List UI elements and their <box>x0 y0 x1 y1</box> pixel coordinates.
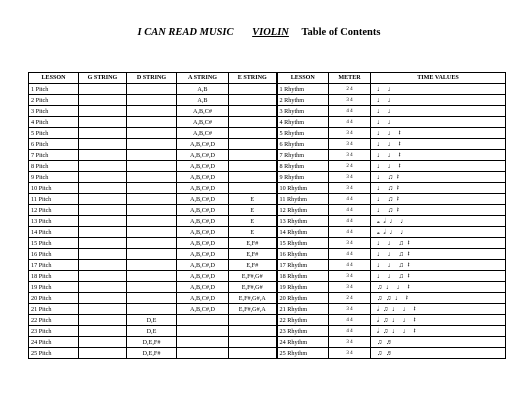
cell-rhythm-lesson: 10 Rhythm <box>277 183 329 194</box>
cell-a-string <box>177 337 229 348</box>
cell-meter: 4 4 <box>329 106 371 117</box>
cell-pitch-lesson: 6 Pitch <box>29 139 79 150</box>
cell-d-string <box>127 128 177 139</box>
table-row <box>29 161 506 172</box>
table-row <box>29 315 506 326</box>
table-row <box>29 106 506 117</box>
cell-time-values: 𝅗𝅥 ♫ ♩ ♩ 𝄽 <box>371 304 506 315</box>
cell-a-string: A,B,C#,D <box>177 150 229 161</box>
cell-meter: 4 4 <box>329 216 371 227</box>
table-row <box>29 183 506 194</box>
cell-g-string <box>79 348 127 359</box>
table-row <box>29 84 506 95</box>
cell-meter: 3 4 <box>329 183 371 194</box>
cell-e-string <box>229 128 277 139</box>
cell-d-string <box>127 227 177 238</box>
cell-d-string <box>127 106 177 117</box>
cell-pitch-lesson: 16 Pitch <box>29 249 79 260</box>
cell-g-string <box>79 183 127 194</box>
cell-a-string: A,B <box>177 95 229 106</box>
cell-pitch-lesson: 23 Pitch <box>29 326 79 337</box>
cell-rhythm-lesson: 15 Rhythm <box>277 238 329 249</box>
header-g-string: G STRING <box>79 73 127 84</box>
cell-e-string: E,F#,G# <box>229 282 277 293</box>
cell-e-string <box>229 139 277 150</box>
cell-a-string: A,B <box>177 84 229 95</box>
cell-meter: 4 4 <box>329 249 371 260</box>
cell-e-string <box>229 326 277 337</box>
table-row <box>29 117 506 128</box>
cell-g-string <box>79 172 127 183</box>
cell-pitch-lesson: 21 Pitch <box>29 304 79 315</box>
cell-rhythm-lesson: 4 Rhythm <box>277 117 329 128</box>
cell-d-string <box>127 139 177 150</box>
cell-rhythm-lesson: 11 Rhythm <box>277 194 329 205</box>
table-row <box>29 205 506 216</box>
cell-rhythm-lesson: 14 Rhythm <box>277 227 329 238</box>
cell-rhythm-lesson: 16 Rhythm <box>277 249 329 260</box>
cell-d-string <box>127 293 177 304</box>
cell-meter: 3 4 <box>329 172 371 183</box>
cell-d-string <box>127 216 177 227</box>
cell-time-values: ♫ ♬ <box>371 348 506 359</box>
cell-g-string <box>79 326 127 337</box>
header-time-values: TIME VALUES <box>371 73 506 84</box>
cell-pitch-lesson: 25 Pitch <box>29 348 79 359</box>
cell-meter: 3 4 <box>329 304 371 315</box>
cell-time-values: ♩ ♩ 𝄽 <box>371 139 506 150</box>
cell-pitch-lesson: 12 Pitch <box>29 205 79 216</box>
cell-e-string <box>229 95 277 106</box>
cell-meter: 3 4 <box>329 95 371 106</box>
cell-pitch-lesson: 15 Pitch <box>29 238 79 249</box>
cell-pitch-lesson: 9 Pitch <box>29 172 79 183</box>
cell-pitch-lesson: 18 Pitch <box>29 271 79 282</box>
cell-e-string <box>229 84 277 95</box>
cell-time-values: ♩ ♫ 𝄽 <box>371 172 506 183</box>
cell-d-string <box>127 150 177 161</box>
instrument-title: VIOLIN <box>252 27 289 38</box>
table-row <box>29 95 506 106</box>
cell-time-values: ♩ ♫ 𝄽 <box>371 205 506 216</box>
cell-pitch-lesson: 3 Pitch <box>29 106 79 117</box>
cell-rhythm-lesson: 25 Rhythm <box>277 348 329 359</box>
cell-meter: 4 4 <box>329 205 371 216</box>
cell-g-string <box>79 106 127 117</box>
cell-a-string: A,B,C#,D <box>177 271 229 282</box>
cell-g-string <box>79 293 127 304</box>
cell-a-string <box>177 348 229 359</box>
header-a-string: A STRING <box>177 73 229 84</box>
cell-meter: 3 4 <box>329 348 371 359</box>
cell-a-string: A,B,C#,D <box>177 216 229 227</box>
cell-d-string <box>127 260 177 271</box>
header-row <box>29 73 506 84</box>
cell-time-values: ♩ ♩ ♫ 𝄽 <box>371 249 506 260</box>
cell-e-string <box>229 150 277 161</box>
cell-meter: 3 4 <box>329 282 371 293</box>
cell-rhythm-lesson: 1 Rhythm <box>277 84 329 95</box>
cell-time-values: ♩ ♩ <box>371 95 506 106</box>
cell-rhythm-lesson: 8 Rhythm <box>277 161 329 172</box>
cell-pitch-lesson: 4 Pitch <box>29 117 79 128</box>
cell-g-string <box>79 315 127 326</box>
cell-meter: 4 4 <box>329 227 371 238</box>
cell-meter: 4 4 <box>329 260 371 271</box>
cell-e-string: E <box>229 216 277 227</box>
cell-rhythm-lesson: 23 Rhythm <box>277 326 329 337</box>
table-row <box>29 293 506 304</box>
cell-e-string <box>229 348 277 359</box>
cell-a-string: A,B,C#,D <box>177 161 229 172</box>
cell-d-string <box>127 84 177 95</box>
cell-meter: 3 4 <box>329 139 371 150</box>
cell-e-string: E,F#,G#,A <box>229 293 277 304</box>
cell-g-string <box>79 161 127 172</box>
cell-meter: 4 4 <box>329 315 371 326</box>
table-body <box>29 84 506 359</box>
cell-g-string <box>79 95 127 106</box>
cell-rhythm-lesson: 17 Rhythm <box>277 260 329 271</box>
cell-d-string <box>127 194 177 205</box>
cell-meter: 2 4 <box>329 293 371 304</box>
page-title <box>0 27 518 38</box>
cell-time-values: 𝅗𝅥 ♫ ♩ ♩ 𝄽 <box>371 326 506 337</box>
cell-pitch-lesson: 22 Pitch <box>29 315 79 326</box>
cell-rhythm-lesson: 19 Rhythm <box>277 282 329 293</box>
table-row <box>29 150 506 161</box>
cell-rhythm-lesson: 7 Rhythm <box>277 150 329 161</box>
header-e-string: E STRING <box>229 73 277 84</box>
cell-a-string: A,B,C# <box>177 128 229 139</box>
cell-g-string <box>79 249 127 260</box>
cell-time-values: ♩ ♫ 𝄽 <box>371 183 506 194</box>
cell-g-string <box>79 194 127 205</box>
cell-meter: 4 4 <box>329 117 371 128</box>
table-row <box>29 337 506 348</box>
cell-pitch-lesson: 2 Pitch <box>29 95 79 106</box>
cell-g-string <box>79 238 127 249</box>
cell-rhythm-lesson: 5 Rhythm <box>277 128 329 139</box>
table-row <box>29 348 506 359</box>
cell-e-string <box>229 117 277 128</box>
cell-g-string <box>79 139 127 150</box>
cell-a-string <box>177 326 229 337</box>
cell-a-string: A,B,C#,D <box>177 227 229 238</box>
table-row <box>29 238 506 249</box>
cell-a-string: A,B,C#,D <box>177 293 229 304</box>
cell-pitch-lesson: 20 Pitch <box>29 293 79 304</box>
cell-pitch-lesson: 7 Pitch <box>29 150 79 161</box>
cell-time-values: 𝅝 𝅗𝅥 ♩ ♩ <box>371 216 506 227</box>
cell-d-string <box>127 282 177 293</box>
cell-e-string <box>229 337 277 348</box>
cell-g-string <box>79 128 127 139</box>
cell-a-string: A,B,C#,D <box>177 183 229 194</box>
cell-meter: 2 4 <box>329 161 371 172</box>
cell-pitch-lesson: 14 Pitch <box>29 227 79 238</box>
table-row <box>29 326 506 337</box>
cell-time-values: ♩ ♩ <box>371 106 506 117</box>
cell-time-values: ♩ ♩ ♫ 𝄽 <box>371 238 506 249</box>
cell-e-string <box>229 161 277 172</box>
cell-time-values: ♩ ♩ 𝄽 <box>371 128 506 139</box>
cell-d-string <box>127 183 177 194</box>
cell-rhythm-lesson: 2 Rhythm <box>277 95 329 106</box>
cell-pitch-lesson: 17 Pitch <box>29 260 79 271</box>
cell-e-string <box>229 183 277 194</box>
cell-a-string: A,B,C#,D <box>177 238 229 249</box>
cell-g-string <box>79 150 127 161</box>
cell-time-values: 𝅝 𝅗𝅥 ♩ ♩ <box>371 227 506 238</box>
cell-time-values: ♩ ♩ <box>371 84 506 95</box>
cell-d-string <box>127 238 177 249</box>
cell-pitch-lesson: 13 Pitch <box>29 216 79 227</box>
cell-a-string: A,B,C#,D <box>177 249 229 260</box>
cell-a-string: A,B,C#,D <box>177 304 229 315</box>
contents-table <box>28 72 506 359</box>
cell-d-string <box>127 161 177 172</box>
cell-e-string: E,F#,G#,A <box>229 304 277 315</box>
cell-pitch-lesson: 5 Pitch <box>29 128 79 139</box>
cell-a-string <box>177 315 229 326</box>
header-lesson-rhythm: LESSON <box>277 73 329 84</box>
cell-rhythm-lesson: 12 Rhythm <box>277 205 329 216</box>
contents-title: Table of Contents <box>301 27 381 38</box>
table-row <box>29 139 506 150</box>
cell-g-string <box>79 227 127 238</box>
table-row <box>29 172 506 183</box>
table-row <box>29 194 506 205</box>
cell-e-string: E,F# <box>229 238 277 249</box>
cell-meter: 3 4 <box>329 238 371 249</box>
cell-rhythm-lesson: 9 Rhythm <box>277 172 329 183</box>
cell-d-string <box>127 117 177 128</box>
cell-time-values: ♩ ♫ 𝄽 <box>371 194 506 205</box>
cell-rhythm-lesson: 13 Rhythm <box>277 216 329 227</box>
cell-pitch-lesson: 11 Pitch <box>29 194 79 205</box>
cell-d-string <box>127 172 177 183</box>
cell-rhythm-lesson: 20 Rhythm <box>277 293 329 304</box>
cell-e-string: E <box>229 227 277 238</box>
cell-a-string: A,B,C#,D <box>177 205 229 216</box>
cell-e-string: E,F# <box>229 260 277 271</box>
cell-g-string <box>79 84 127 95</box>
header-d-string: D STRING <box>127 73 177 84</box>
cell-g-string <box>79 337 127 348</box>
cell-a-string: A,B,C# <box>177 106 229 117</box>
cell-a-string: A,B,C#,D <box>177 172 229 183</box>
cell-pitch-lesson: 1 Pitch <box>29 84 79 95</box>
table-row <box>29 304 506 315</box>
cell-rhythm-lesson: 21 Rhythm <box>277 304 329 315</box>
contents-table-wrapper <box>28 72 505 359</box>
table-row <box>29 260 506 271</box>
cell-pitch-lesson: 10 Pitch <box>29 183 79 194</box>
cell-rhythm-lesson: 3 Rhythm <box>277 106 329 117</box>
table-row <box>29 249 506 260</box>
cell-d-string <box>127 271 177 282</box>
cell-e-string: E <box>229 194 277 205</box>
cell-time-values: ♩ ♩ ♫ 𝄽 <box>371 260 506 271</box>
cell-meter: 3 4 <box>329 128 371 139</box>
cell-meter: 4 4 <box>329 194 371 205</box>
cell-g-string <box>79 205 127 216</box>
header-lesson-pitch: LESSON <box>29 73 79 84</box>
cell-d-string: D,E,F# <box>127 337 177 348</box>
cell-pitch-lesson: 8 Pitch <box>29 161 79 172</box>
cell-time-values: ♫ ♬ <box>371 337 506 348</box>
cell-e-string <box>229 106 277 117</box>
cell-e-string <box>229 172 277 183</box>
cell-pitch-lesson: 24 Pitch <box>29 337 79 348</box>
cell-a-string: A,B,C#,D <box>177 194 229 205</box>
cell-a-string: A,B,C#,D <box>177 139 229 150</box>
cell-time-values: ♩ ♩ 𝄽 <box>371 161 506 172</box>
cell-a-string: A,B,C#,D <box>177 260 229 271</box>
cell-meter: 3 4 <box>329 150 371 161</box>
cell-meter: 3 4 <box>329 337 371 348</box>
cell-rhythm-lesson: 24 Rhythm <box>277 337 329 348</box>
cell-time-values: ♩ ♩ 𝄽 <box>371 150 506 161</box>
cell-pitch-lesson: 19 Pitch <box>29 282 79 293</box>
cell-meter: 2 4 <box>329 84 371 95</box>
cell-a-string: A,B,C# <box>177 117 229 128</box>
cell-d-string: D,E <box>127 315 177 326</box>
table-row <box>29 216 506 227</box>
cell-e-string <box>229 315 277 326</box>
cell-rhythm-lesson: 6 Rhythm <box>277 139 329 150</box>
cell-g-string <box>79 282 127 293</box>
cell-g-string <box>79 260 127 271</box>
table-row <box>29 271 506 282</box>
cell-rhythm-lesson: 18 Rhythm <box>277 271 329 282</box>
cell-d-string: D,E,F# <box>127 348 177 359</box>
cell-d-string <box>127 304 177 315</box>
book-title: I CAN READ MUSIC <box>137 27 234 38</box>
cell-g-string <box>79 304 127 315</box>
cell-time-values: ♩ ♩ ♫ 𝄽 <box>371 271 506 282</box>
table-row <box>29 282 506 293</box>
cell-a-string: A,B,C#,D <box>177 282 229 293</box>
cell-d-string <box>127 205 177 216</box>
cell-e-string: E,F#,G# <box>229 271 277 282</box>
cell-d-string: D,E <box>127 326 177 337</box>
header-meter: METER <box>329 73 371 84</box>
cell-g-string <box>79 117 127 128</box>
cell-meter: 3 4 <box>329 271 371 282</box>
cell-e-string: E,F# <box>229 249 277 260</box>
cell-rhythm-lesson: 22 Rhythm <box>277 315 329 326</box>
table-row <box>29 128 506 139</box>
cell-time-values: ♩ ♩ <box>371 117 506 128</box>
cell-time-values: 𝅗𝅥 ♫ ♩ ♩ 𝄽 <box>371 315 506 326</box>
cell-g-string <box>79 216 127 227</box>
cell-e-string: E <box>229 205 277 216</box>
cell-time-values: ♫ ♫ ♩ 𝄽 <box>371 293 506 304</box>
cell-d-string <box>127 249 177 260</box>
cell-g-string <box>79 271 127 282</box>
table-row <box>29 227 506 238</box>
cell-d-string <box>127 95 177 106</box>
cell-meter: 4 4 <box>329 326 371 337</box>
cell-time-values: ♫ ♩ ♩ 𝄽 <box>371 282 506 293</box>
